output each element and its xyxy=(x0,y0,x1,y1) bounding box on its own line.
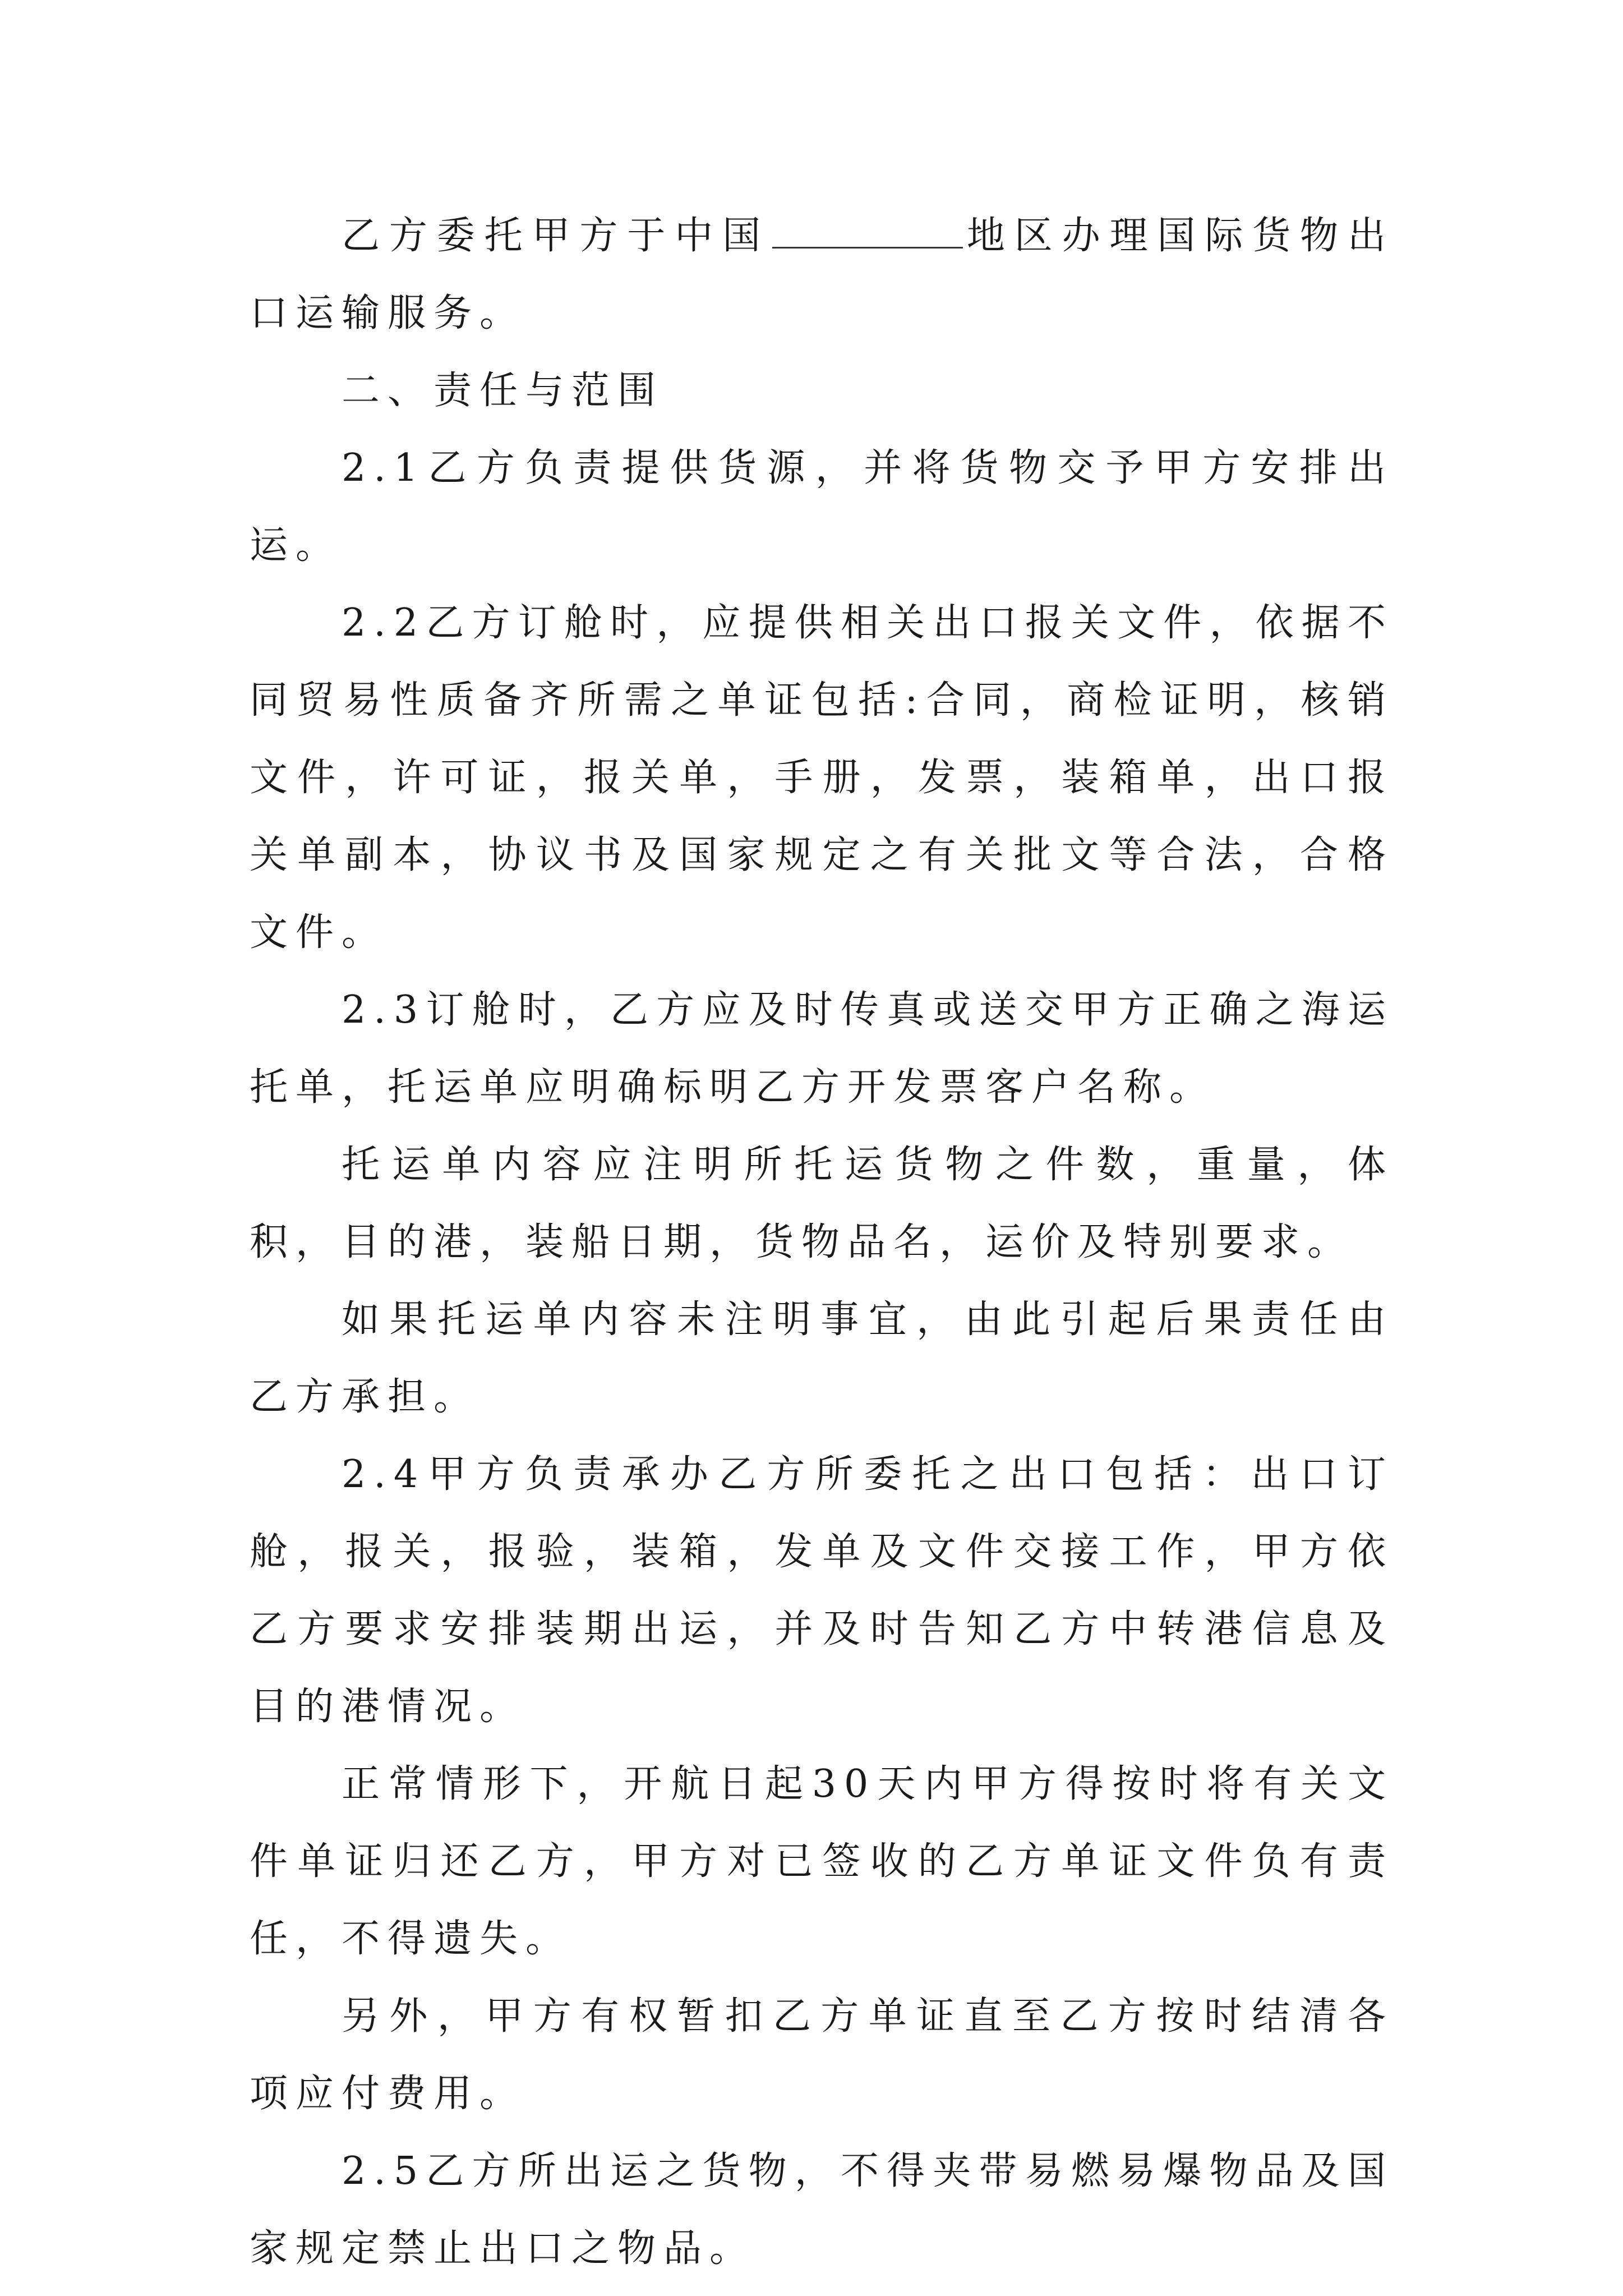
paragraph-2-4: 2.4甲方负责承办乙方所委托之出口包括：出口订舱，报关，报验，装箱，发单及文件交接工作，甲方依乙方要求安排装期出运，并及时告知乙方中转港信息及目的港情况。 xyxy=(250,1452,1394,1729)
region-blank-line xyxy=(772,213,963,249)
paragraph-2-5: 2.5乙方所出运之货物，不得夹带易燃易爆物品及国家规定禁止出口之物品。 xyxy=(250,2149,1394,2271)
document-body xyxy=(250,197,1394,2288)
intro-text-after: 地区办理国际货物出口运输服务。 xyxy=(250,214,1394,335)
paragraph-waybill-content: 托运单内容应注明所托运货物之件数，重量，体积，目的港，装船日期，货物品名，运价及特别要求。 xyxy=(250,1143,1394,1264)
intro-text-before: 乙方委托甲方于中国 xyxy=(342,214,770,258)
paragraph-document-withhold: 另外，甲方有权暂扣乙方单证直至乙方按时结清各项应付费用。 xyxy=(250,1994,1394,2116)
paragraph-intro xyxy=(250,197,1394,352)
paragraph-2-3: 2.3订舱时，乙方应及时传真或送交甲方正确之海运托单，托运单应明确标明乙方开发票客户名称。 xyxy=(250,988,1394,1110)
paragraph-document-return: 正常情形下，开航日起30天内甲方得按时将有关文件单证归还乙方，甲方对已签收的乙方单证文件负有责任，不得遗失。 xyxy=(250,1762,1394,1961)
paragraph-2-1: 2.1乙方负责提供货源，并将货物交予甲方安排出运。 xyxy=(250,446,1394,568)
section-heading: 二、责任与范围 xyxy=(342,369,664,413)
paragraph-waybill-liability: 如果托运单内容未注明事宜，由此引起后果责任由乙方承担。 xyxy=(250,1297,1394,1419)
paragraph-2-2: 2.2乙方订舱时，应提供相关出口报关文件，依据不同贸易性质备齐所需之单证包括:合同，商检证明，核销文件，许可证，报关单，手册，发票，装箱单，出口报关单副本，协议书及国家规定之有关批文等合法，合格文件。 xyxy=(250,601,1394,955)
